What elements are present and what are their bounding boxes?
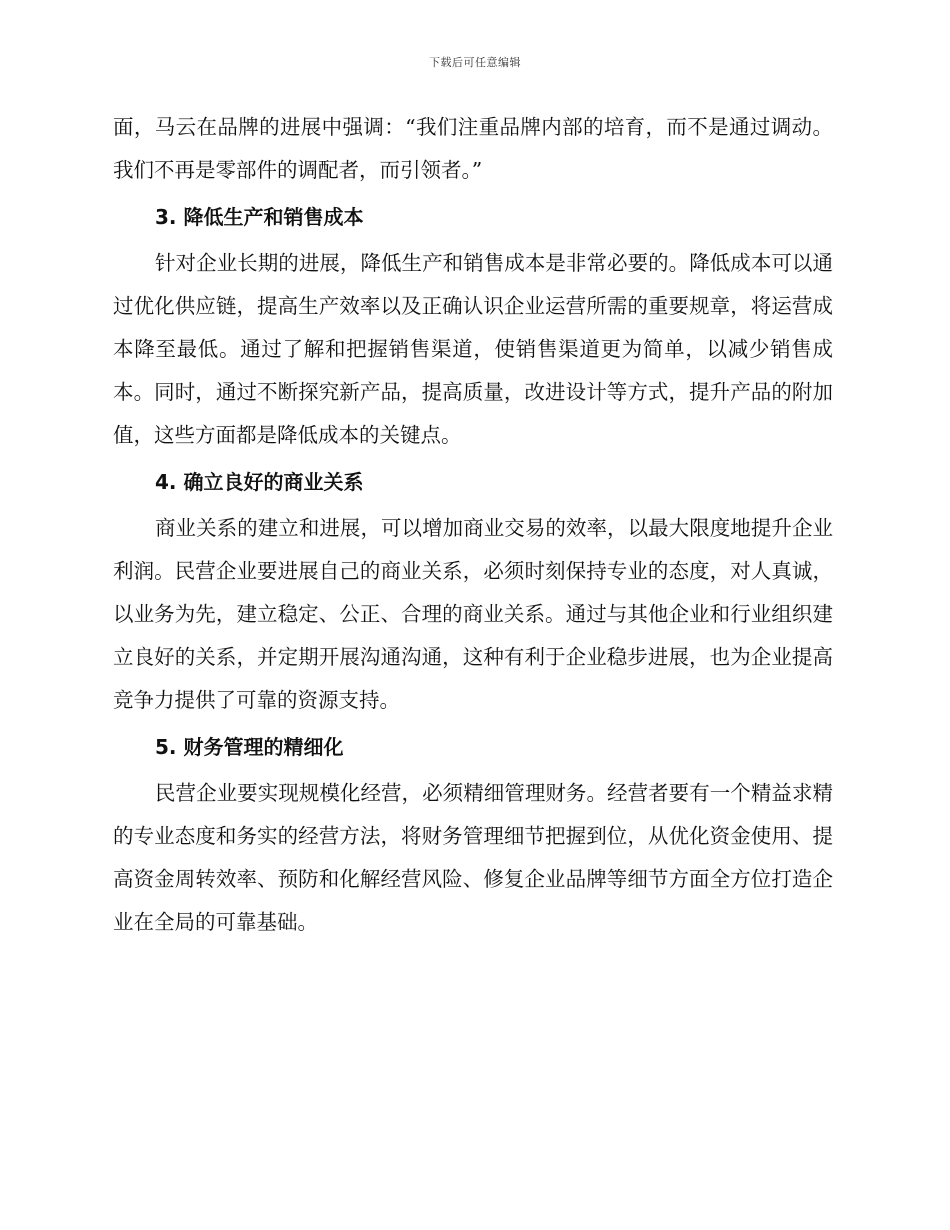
intro-section	[113, 106, 833, 192]
section-4-paragraph: 商业关系的建立和进展，可以增加商业交易的效率，以最大限度地提升企业利润。民营企业要进展自己的商业关系，必须时刻保持专业的态度，对人真诚，以业务为先，建立稳定、公正、合理的商业关系。通过与其他企业和行业组织建立良好的关系，并定期开展沟通沟通，这种有利于企业稳步进展，也为企业提高竞争力提供了可靠的资源支持。	[113, 516, 833, 712]
section-5-paragraph: 民营企业要实现规模化经营，必须精细管理财务。经营者要有一个精益求精的专业态度和务实的经营方法，将财务管理细节把握到位，从优化资金使用、提高资金周转效率、预防和化解经营风险、修复企业品牌等细节方面全方位打造企业在全局的可靠基础。	[113, 781, 833, 934]
section-3-paragraph: 针对企业长期的进展，降低生产和销售成本是非常必要的。降低成本可以通过优化供应链，提高生产效率以及正确认识企业运营所需的重要规章，将运营成本降至最低。通过了解和把握销售渠道，使销售渠道更为简单，以减少销售成本。同时，通过不断探究新产品，提高质量，改进设计等方式，提升产品的附加值，这些方面都是降低成本的关键点。	[113, 251, 833, 447]
section-4	[113, 457, 833, 722]
paragraph-intro: 面，马云在品牌的进展中强调：“我们注重品牌内部的培育，而不是通过调动。我们不再是零部件的调配者，而引领者。”	[113, 115, 833, 182]
section-3-heading: 3. 降低生产和销售成本	[155, 205, 364, 229]
section-3	[113, 192, 833, 457]
document-body	[113, 106, 833, 944]
page-header: 下载后可任意编辑	[429, 56, 521, 69]
section-4-heading: 4. 确立良好的商业关系	[155, 470, 364, 494]
section-5	[113, 722, 833, 944]
section-5-heading: 5. 财务管理的精细化	[155, 735, 344, 759]
